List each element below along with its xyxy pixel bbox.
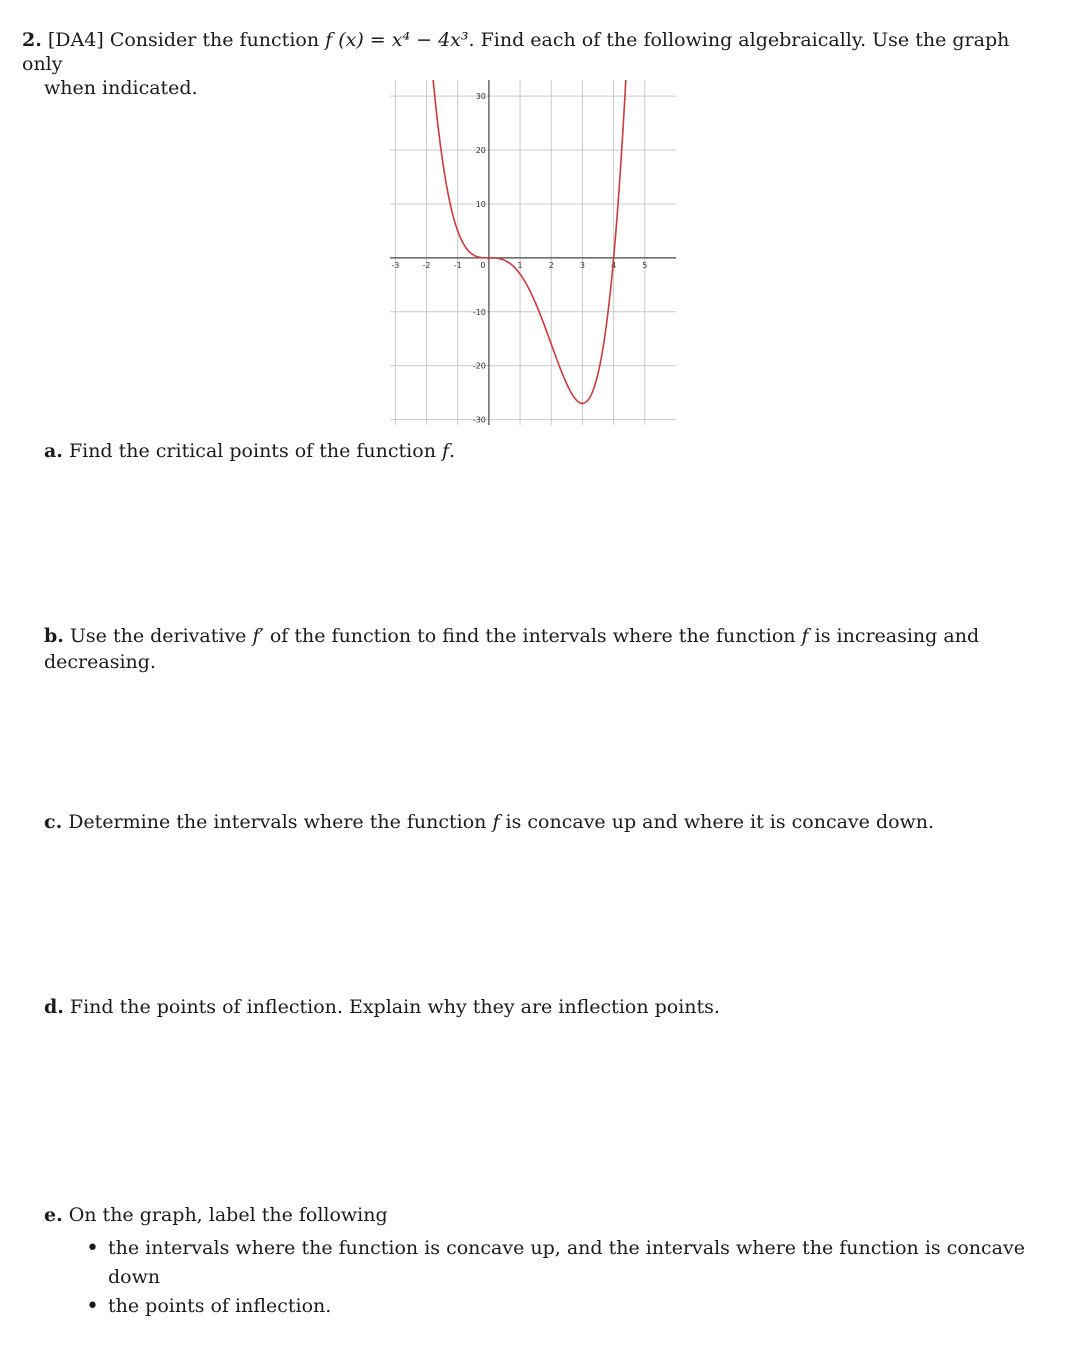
part-a-math: f [441,440,450,462]
part-a-text-post: . [449,440,456,462]
y-tick-label: 20 [475,146,486,156]
x-tick-label: 4 [611,260,617,270]
x-tick-label: 2 [548,260,554,270]
part-e [44,1202,1044,1228]
part-b-label: b. [44,625,64,647]
y-tick-label: -10 [472,307,486,317]
part-b-text: Use the derivative [69,625,253,647]
part-d-label: d. [44,996,64,1018]
y-tick-label: -30 [472,415,486,425]
part-a-text: Find the critical points of the function [68,440,442,462]
x-tick-label: 1 [517,260,523,270]
x-tick-label: -3 [391,260,400,270]
part-b [44,623,1044,675]
function-lhs: f (x) = [325,29,392,51]
part-b-text-post: is increasing and decreasing. [44,625,980,673]
part-b-math: f′ [252,625,264,647]
y-tick-label: 30 [475,92,486,102]
function-rhs: x⁴ − 4x³ [391,29,469,51]
x-tick-label: 0 [480,260,486,270]
graph-grid [390,80,676,425]
part-c-text: Determine the intervals where the function [68,811,493,833]
y-tick-label: 10 [475,199,486,209]
function-curve [432,80,626,403]
x-tick-label: -2 [422,260,431,270]
part-d [44,994,1044,1020]
part-b-text-mid: of the function to find the intervals where the function [263,625,802,647]
function-graph [386,80,676,425]
x-tick-label: 5 [642,260,648,270]
intro-text: Consider the function [109,29,326,51]
intro-text-post: . Find each of the following algebraically. Use the graph only [22,29,1010,75]
part-a [44,438,1044,464]
intro-continuation: when indicated. [44,77,198,99]
part-c [44,809,1044,835]
bullet-item: • the intervals where the function is concave up, and the intervals where the function is concave down [86,1234,1046,1292]
question-number: 2. [22,29,42,51]
x-tick-label: 3 [579,260,585,270]
x-tick-label: -1 [453,260,462,270]
part-c-text-post: is concave up and where it is concave down. [499,811,935,833]
part-a-label: a. [44,440,63,462]
bullet-item: • the points of inflection. [86,1292,1046,1321]
part-d-text: Find the points of inflection. Explain why they are inflection points. [69,996,720,1018]
part-b-math2: f [801,625,809,647]
part-c-label: c. [44,811,63,833]
part-e-label: e. [44,1204,63,1226]
question-tag: [DA4] [47,29,104,51]
part-e-text: On the graph, label the following [68,1204,388,1226]
graph-axes [390,80,676,425]
y-tick-label: -20 [472,361,486,371]
part-c-math: f [492,811,500,833]
part-e-bullets [86,1234,1046,1321]
